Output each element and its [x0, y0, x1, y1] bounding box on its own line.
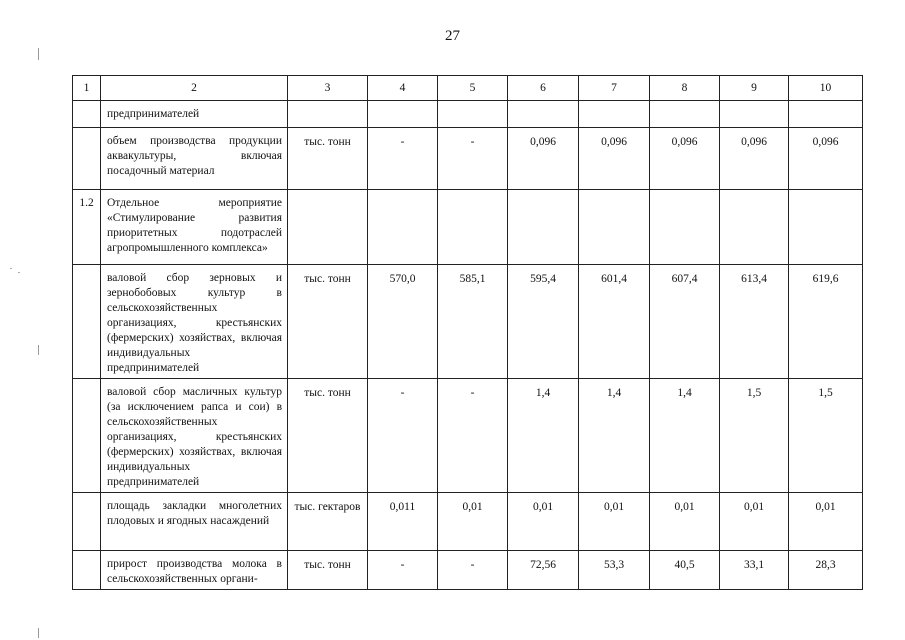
table-row	[73, 379, 863, 493]
value-cell: 1,5	[720, 379, 789, 493]
value-cell: -	[438, 551, 508, 590]
unit: тыс. тонн	[288, 265, 368, 379]
value-cell: 585,1	[438, 265, 508, 379]
unit: тыс. тонн	[288, 379, 368, 493]
value-cell: 0,01	[508, 493, 579, 551]
value-cell: 607,4	[650, 265, 720, 379]
scan-dot	[10, 268, 12, 269]
table-row	[73, 128, 863, 190]
value-cell	[438, 190, 508, 265]
indicator-name: валовой сбор зерновых и зернобобовых культур в сельскохозяйственных организациях, крестьянских (фермерских) хозяйствах, включая индивидуальных предпринимателей	[101, 265, 288, 379]
value-cell	[368, 190, 438, 265]
value-cell	[789, 190, 863, 265]
value-cell: 53,3	[579, 551, 650, 590]
value-cell: 1,5	[789, 379, 863, 493]
column-header: 2	[101, 76, 288, 101]
row-number	[73, 101, 101, 128]
value-cell	[579, 101, 650, 128]
column-header: 10	[789, 76, 863, 101]
column-header: 3	[288, 76, 368, 101]
scan-dot	[18, 272, 20, 273]
value-cell: -	[438, 128, 508, 190]
value-cell	[720, 190, 789, 265]
table-row	[73, 190, 863, 265]
column-header: 5	[438, 76, 508, 101]
row-number	[73, 493, 101, 551]
value-cell	[508, 190, 579, 265]
unit: тыс. тонн	[288, 128, 368, 190]
indicator-name: площадь закладки многолетних плодовых и ягодных насаждений	[101, 493, 288, 551]
value-cell	[438, 101, 508, 128]
table-row	[73, 101, 863, 128]
value-cell: 33,1	[720, 551, 789, 590]
unit	[288, 190, 368, 265]
value-cell: 1,4	[579, 379, 650, 493]
value-cell: 28,3	[789, 551, 863, 590]
unit: тыс. гектаров	[288, 493, 368, 551]
value-cell: 595,4	[508, 265, 579, 379]
value-cell: 0,011	[368, 493, 438, 551]
value-cell: 619,6	[789, 265, 863, 379]
row-number	[73, 551, 101, 590]
value-cell	[720, 101, 789, 128]
scan-mark	[38, 48, 39, 60]
value-cell	[368, 101, 438, 128]
value-cell: 72,56	[508, 551, 579, 590]
indicator-name: предпринимателей	[101, 101, 288, 128]
value-cell: 0,096	[650, 128, 720, 190]
value-cell: 0,01	[579, 493, 650, 551]
value-cell: 0,096	[789, 128, 863, 190]
value-cell: 601,4	[579, 265, 650, 379]
unit: тыс. тонн	[288, 551, 368, 590]
indicator-name: валовой сбор масличных культур (за исключением рапса и сои) в сельскохозяйственных организациях, крестьянских (фермерских) хозяйствах, включая индивидуальных предпринимателей	[101, 379, 288, 493]
value-cell: 0,01	[789, 493, 863, 551]
row-number	[73, 265, 101, 379]
value-cell: -	[438, 379, 508, 493]
value-cell: 0,01	[438, 493, 508, 551]
table-row	[73, 265, 863, 379]
indicator-name: объем производства продукции аквакультуры, включая посадочный материал	[101, 128, 288, 190]
column-header: 7	[579, 76, 650, 101]
scan-mark	[38, 345, 39, 355]
value-cell: 0,096	[508, 128, 579, 190]
row-number: 1.2	[73, 190, 101, 265]
value-cell	[650, 190, 720, 265]
value-cell	[650, 101, 720, 128]
value-cell: 1,4	[650, 379, 720, 493]
value-cell: 0,01	[650, 493, 720, 551]
value-cell: 570,0	[368, 265, 438, 379]
value-cell: 0,096	[579, 128, 650, 190]
unit	[288, 101, 368, 128]
value-cell	[789, 101, 863, 128]
indicator-name: Отдельное мероприятие «Стимулирование развития приоритетных подотраслей агропромышленного комплекса»	[101, 190, 288, 265]
value-cell	[579, 190, 650, 265]
value-cell: -	[368, 379, 438, 493]
page-number: 27	[445, 28, 460, 44]
table-header-row	[73, 76, 863, 101]
value-cell: 0,01	[720, 493, 789, 551]
column-header: 4	[368, 76, 438, 101]
column-header: 9	[720, 76, 789, 101]
column-header: 6	[508, 76, 579, 101]
scan-mark	[38, 628, 39, 638]
value-cell: -	[368, 128, 438, 190]
table-row	[73, 551, 863, 590]
value-cell: 1,4	[508, 379, 579, 493]
row-number	[73, 128, 101, 190]
data-table	[72, 75, 863, 590]
value-cell: 613,4	[720, 265, 789, 379]
row-number	[73, 379, 101, 493]
column-header: 1	[73, 76, 101, 101]
value-cell	[508, 101, 579, 128]
value-cell: 0,096	[720, 128, 789, 190]
indicator-name: прирост производства молока в сельскохозяйственных органи-	[101, 551, 288, 590]
table-row	[73, 493, 863, 551]
value-cell: 40,5	[650, 551, 720, 590]
column-header: 8	[650, 76, 720, 101]
value-cell: -	[368, 551, 438, 590]
